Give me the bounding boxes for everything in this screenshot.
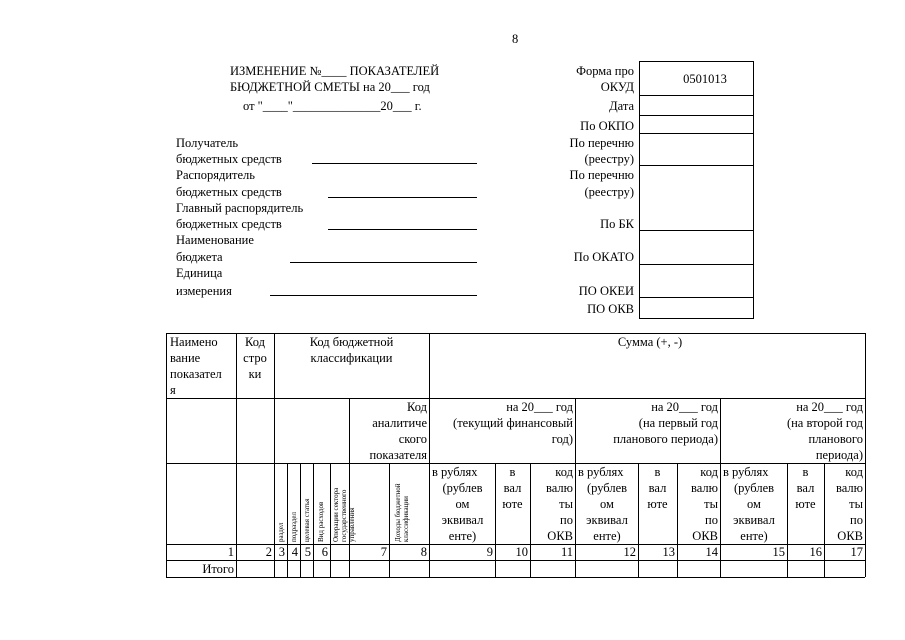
header-line: в: [802, 465, 809, 479]
header-line: вал: [796, 481, 815, 495]
reestr-label: (реестру): [584, 185, 634, 199]
header-line: валю: [546, 481, 573, 495]
col-number: 14: [705, 545, 718, 559]
header-line: код: [700, 465, 718, 479]
header-line: код: [845, 465, 863, 479]
header-line: енте): [448, 529, 477, 543]
header-line: по: [560, 513, 573, 527]
header-line: ом: [600, 497, 614, 511]
header-rub: [430, 464, 495, 544]
header-line: показател: [170, 367, 222, 381]
field-label: бюджета: [176, 250, 223, 264]
field-label: бюджетных средств: [176, 185, 282, 199]
header-line: показателя: [369, 448, 427, 462]
header-line: (рублев: [733, 481, 775, 495]
okud-label: Форма про: [576, 64, 634, 78]
header-line: эквивал: [441, 513, 484, 527]
header-row-code: [236, 334, 274, 382]
col-number: 13: [662, 545, 675, 559]
header-razdel: раздел: [277, 522, 285, 542]
field-label: бюджетных средств: [176, 152, 282, 166]
header-line: юте: [647, 497, 668, 511]
col-number: 16: [809, 545, 822, 559]
header-current-year: [429, 399, 575, 447]
okato-label: По ОКАТО: [573, 250, 634, 264]
table-rule: [274, 333, 275, 577]
col-number: 5: [304, 545, 311, 559]
form-title-date-line: от "____"______________20___ г.: [243, 99, 422, 113]
header-line: на 20___ год: [506, 400, 573, 414]
header-line: в рублях: [432, 465, 478, 479]
header-okv-code: [530, 464, 575, 544]
header-line: ОКВ: [547, 529, 573, 543]
header-line: (рублев: [442, 481, 483, 495]
header-line: по: [705, 513, 718, 527]
header-line: ки: [248, 367, 262, 381]
header-line: Код: [245, 335, 265, 349]
col-number: 7: [380, 545, 387, 559]
table-rule: [166, 560, 865, 561]
header-line: я: [170, 383, 176, 397]
header-line: аналитиче: [372, 416, 427, 430]
header-line: вал: [503, 481, 522, 495]
header-in-currency: [638, 464, 677, 512]
table-border: [865, 333, 866, 577]
header-line: эквивал: [733, 513, 775, 527]
header-line: планового: [808, 432, 863, 446]
header-line: стро: [243, 351, 267, 365]
header-line: в: [509, 465, 516, 479]
header-line: валю: [836, 481, 863, 495]
header-line: Код: [407, 400, 427, 414]
header-line: ты: [559, 497, 573, 511]
okv-label: ПО ОКВ: [587, 302, 634, 316]
header-line: по: [850, 513, 863, 527]
col-number: 15: [772, 545, 785, 559]
header-line: (на второй год: [786, 416, 863, 430]
header-line: ского: [398, 432, 427, 446]
budget-name-input-line[interactable]: [290, 262, 477, 263]
date-label: Дата: [609, 99, 634, 113]
okpo-label: По ОКПО: [580, 119, 634, 133]
header-line: код: [555, 465, 573, 479]
header-line: юте: [502, 497, 523, 511]
header-first-plan-year: [575, 399, 720, 447]
header-line: эквивал: [586, 513, 628, 527]
header-line: ом: [455, 497, 470, 511]
chief-manager-input-line[interactable]: [328, 229, 477, 230]
bk-label: По БК: [600, 217, 634, 231]
header-line: енте): [740, 529, 768, 543]
col-number: 4: [291, 545, 298, 559]
header-line: ты: [704, 497, 718, 511]
header-line: год): [551, 432, 573, 446]
header-line: на 20___ год: [796, 400, 863, 414]
reestr-label: По перечню: [569, 136, 634, 150]
field-label: Распорядитель: [176, 168, 255, 182]
recipient-input-line[interactable]: [312, 163, 477, 164]
col-number: 12: [623, 545, 636, 559]
header-rub: [576, 464, 638, 544]
codes-box: [639, 61, 754, 319]
reestr-label: (реестру): [584, 152, 634, 166]
col-number: 1: [227, 545, 234, 559]
header-okv-code: [824, 464, 865, 544]
okud-label: ОКУД: [600, 80, 634, 94]
col-number: 6: [321, 545, 328, 559]
header-line: валю: [691, 481, 718, 495]
header-podrazdel: подраздел: [290, 511, 298, 542]
header-line: планового периода): [613, 432, 718, 446]
header-rub: [721, 464, 787, 544]
header-operacii: Операции сектора государственного управления: [332, 487, 356, 542]
okei-label: ПО ОКЕИ: [578, 284, 634, 298]
header-vid-rashodov: Вид расходов: [317, 501, 325, 542]
header-line: ты: [849, 497, 863, 511]
manager-input-line[interactable]: [328, 197, 477, 198]
codes-divider: [639, 115, 754, 116]
total-label: Итого: [202, 562, 234, 576]
field-label: Получатель: [176, 136, 239, 150]
codes-divider: [639, 133, 754, 134]
header-line: ОКВ: [837, 529, 863, 543]
header-line: в: [654, 465, 661, 479]
header-line: в рублях: [723, 465, 769, 479]
reestr-label: По перечню: [569, 168, 634, 182]
header-in-currency: [495, 464, 530, 512]
header-dohody: Доходы бюджетной классификации: [394, 483, 410, 542]
header-line: на 20___ год: [651, 400, 718, 414]
okud-code: 0501013: [683, 72, 727, 86]
header-line: юте: [795, 497, 816, 511]
header-celevaya: целевая статья: [303, 498, 311, 542]
table-rule: [166, 577, 865, 578]
col-number: 8: [420, 545, 427, 559]
form-title-line2: БЮДЖЕТНОЙ СМЕТЫ на 20___ год: [230, 80, 430, 94]
col-number: 3: [278, 545, 285, 559]
unit-input-line[interactable]: [270, 295, 477, 296]
header-line: ОКВ: [692, 529, 718, 543]
field-label: Единица: [176, 266, 223, 280]
col-number: 2: [265, 545, 272, 559]
header-line: ом: [747, 497, 761, 511]
page-number: 8: [512, 32, 519, 46]
header-line: классификации: [310, 351, 393, 365]
col-number: 11: [560, 545, 573, 559]
field-label: Наименование: [176, 233, 254, 247]
codes-divider: [639, 297, 754, 298]
header-second-plan-year: [720, 399, 865, 463]
form-title-line1: ИЗМЕНЕНИЕ №____ ПОКАЗАТЕЛЕЙ: [230, 64, 440, 78]
header-line: вание: [170, 351, 201, 365]
header-line: (на первый год: [638, 416, 718, 430]
col-number: 17: [850, 545, 863, 559]
header-okv-code: [677, 464, 720, 544]
header-line: периода): [815, 448, 863, 462]
header-line: в рублях: [578, 465, 624, 479]
header-analytic-code: [349, 399, 429, 463]
header-line: (текущий финансовый: [453, 416, 573, 430]
header-line: енте): [593, 529, 621, 543]
header-budget-classification: [274, 334, 429, 366]
codes-divider: [639, 95, 754, 96]
codes-divider: [639, 165, 754, 166]
header-indicator-name: [168, 334, 236, 398]
table-border: [166, 333, 167, 577]
field-label: Главный распорядитель: [176, 201, 304, 215]
header-line: вал: [648, 481, 667, 495]
field-label: измерения: [176, 284, 232, 298]
codes-divider: [639, 264, 754, 265]
field-label: бюджетных средств: [176, 217, 282, 231]
col-number: 9: [486, 545, 493, 559]
codes-divider: [639, 230, 754, 231]
header-line: (рублев: [586, 481, 628, 495]
header-line: Код бюджетной: [309, 335, 394, 349]
header-sum: Сумма (+, -): [617, 335, 683, 349]
header-line: Наимено: [170, 335, 218, 349]
header-in-currency: [787, 464, 824, 512]
col-number: 10: [515, 545, 528, 559]
